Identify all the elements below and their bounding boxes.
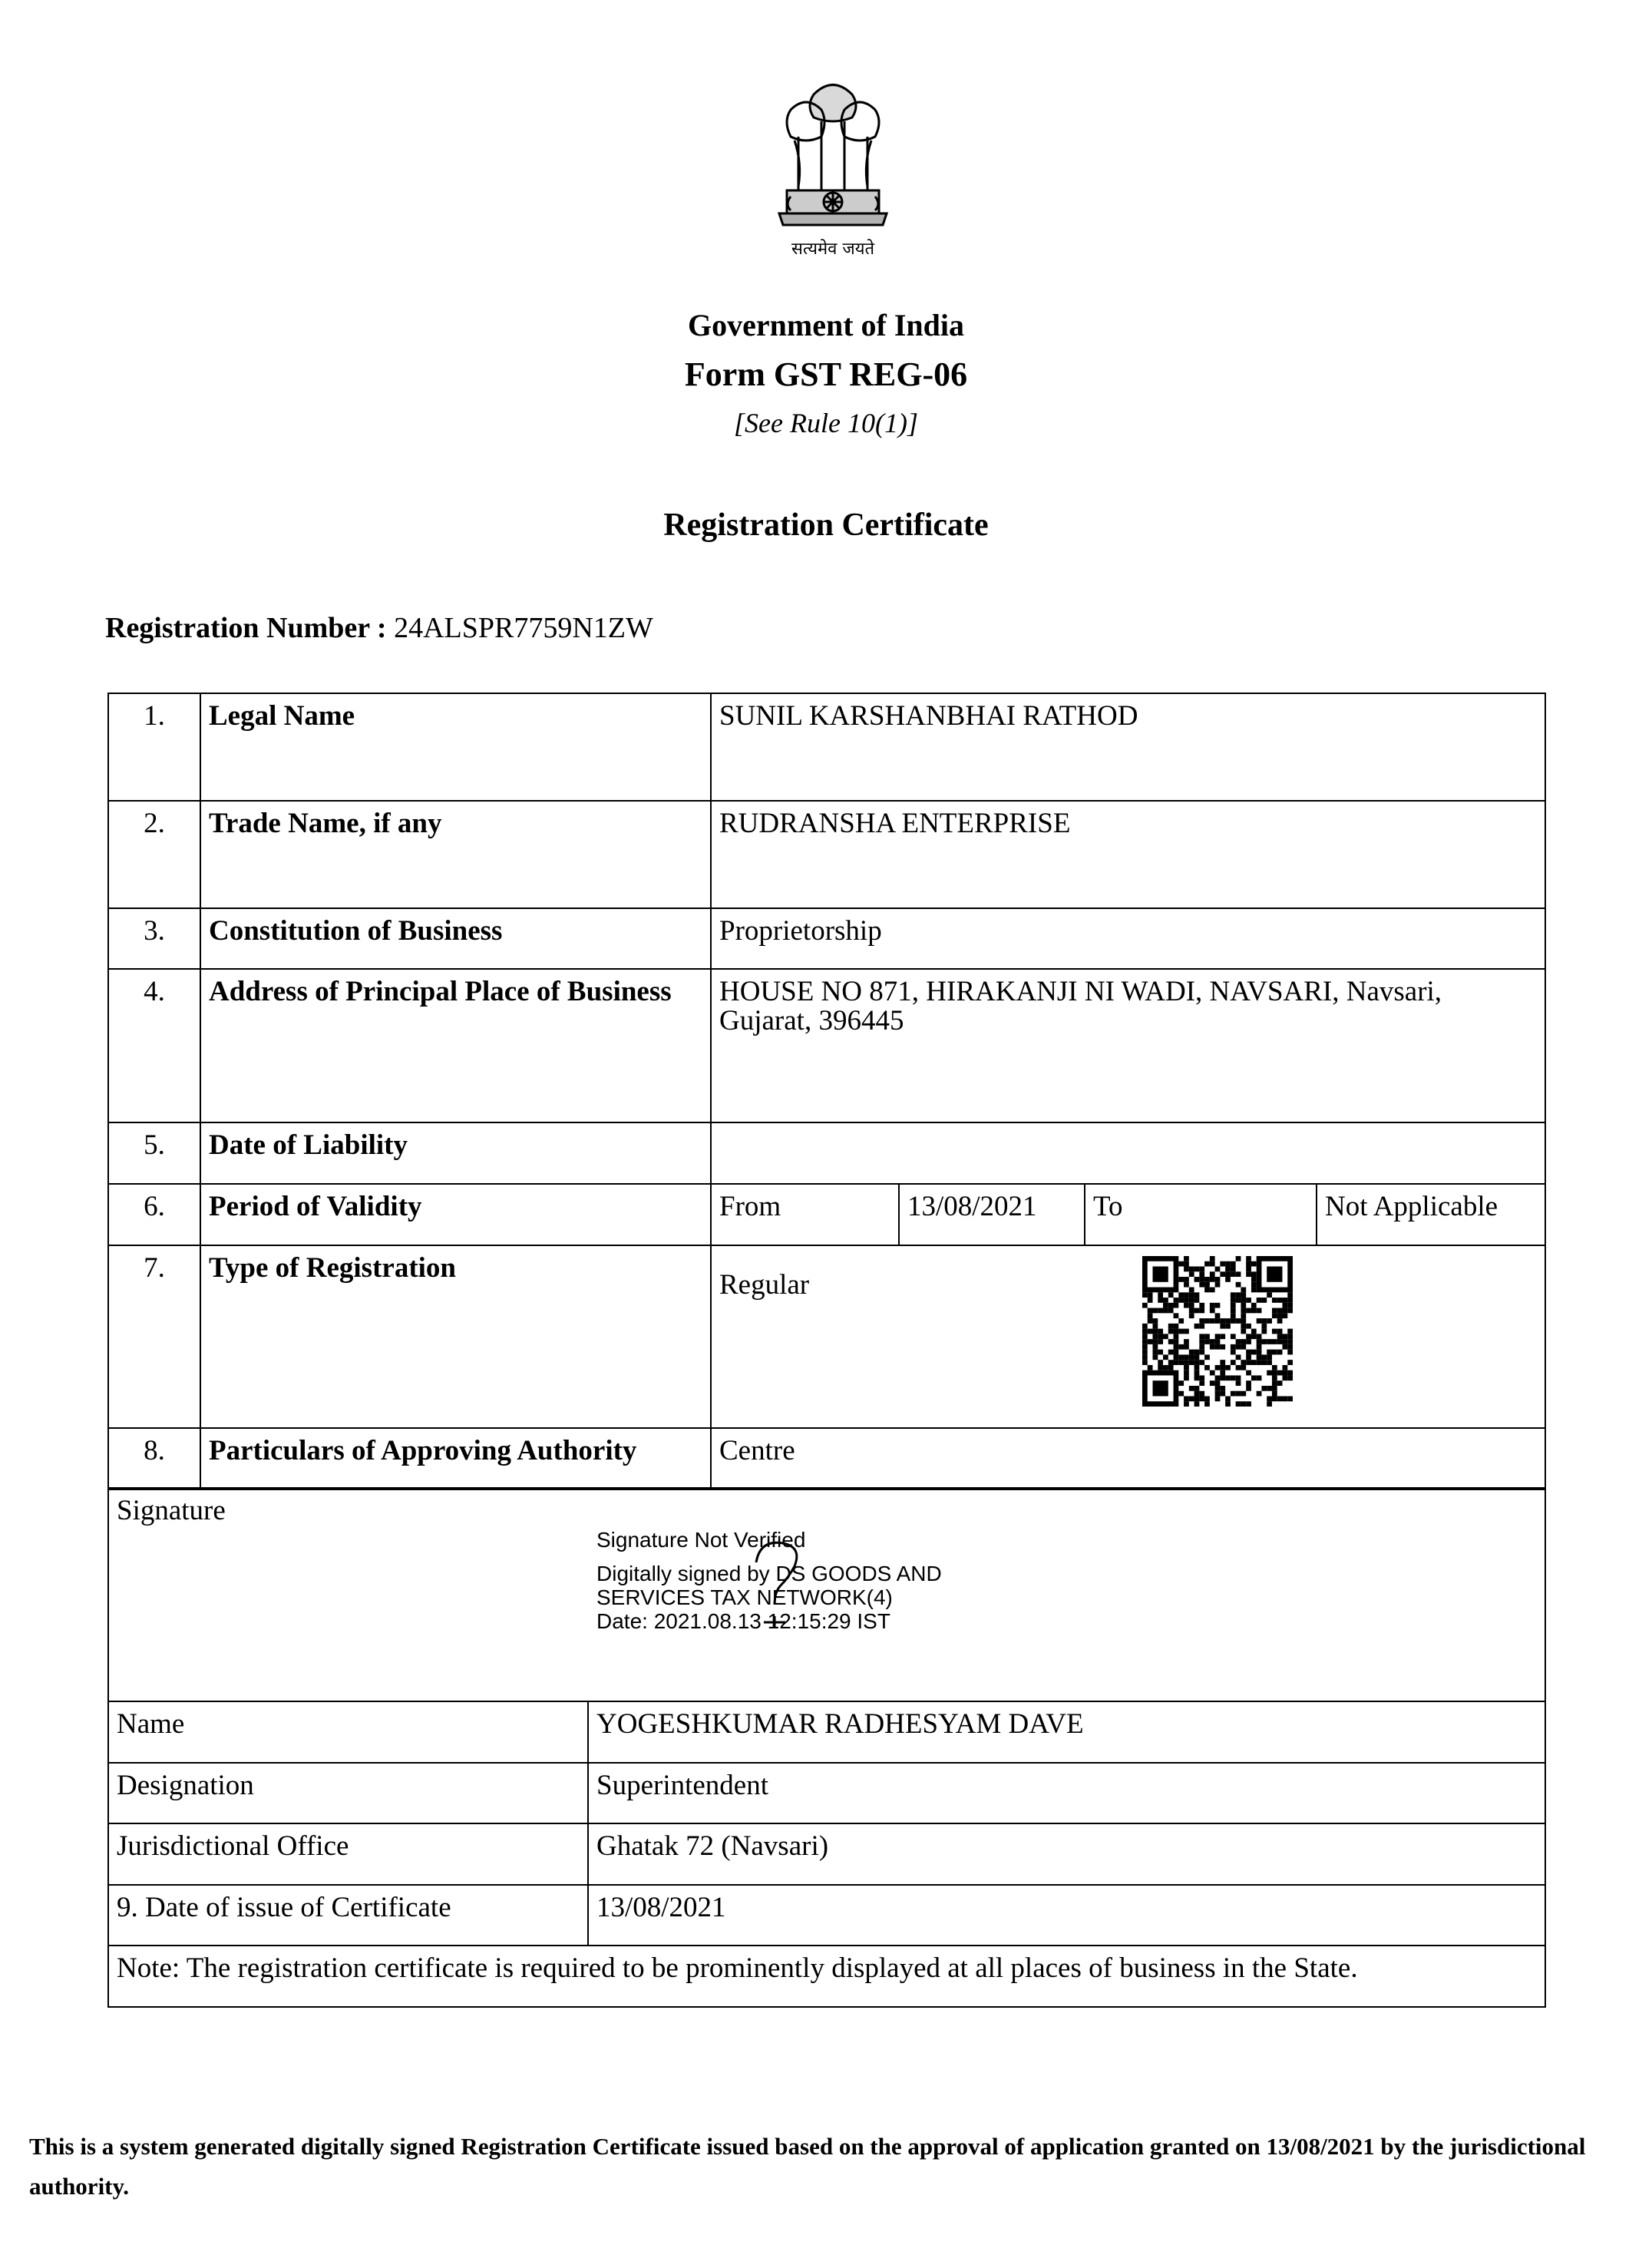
table-row (108, 693, 1545, 801)
rule-reference: [See Rule 10(1)] (734, 408, 918, 438)
officer-name-value: YOGESHKUMAR RADHESYAM DAVE (588, 1701, 1545, 1763)
signature-label: Signature (108, 1488, 1545, 1701)
row-number: 7. (108, 1245, 200, 1428)
registration-number-value: 24ALSPR7759N1ZW (394, 612, 653, 644)
signature-status: Signature Not Verified (596, 1528, 806, 1552)
table-row (108, 1184, 1545, 1245)
designation-label: Designation (108, 1763, 588, 1823)
row-number: 8. (108, 1428, 200, 1489)
row-number: 1. (108, 693, 200, 801)
table-row (108, 1763, 1545, 1823)
liability-label: Date of Liability (200, 1122, 711, 1184)
table-row (108, 1885, 1545, 1946)
type-value: Regular (711, 1245, 1545, 1428)
table-row (108, 908, 1545, 969)
address-value: HOUSE NO 871, HIRAKANJI NI WADI, NAVSARI, Navsari, Gujarat, 396445 (711, 969, 1545, 1122)
national-emblem-icon (768, 75, 898, 260)
officer-name-label: Name (108, 1701, 588, 1763)
legal-name-value: SUNIL KARSHANBHAI RATHOD (711, 693, 1545, 801)
address-label: Address of Principal Place of Business (200, 969, 711, 1122)
emblem-motto: सत्यमेव जयते (791, 240, 875, 259)
jurisdictional-office-label: Jurisdictional Office (108, 1823, 588, 1885)
row-number: 4. (108, 969, 200, 1122)
trade-name-value: RUDRANSHA ENTERPRISE (711, 801, 1545, 908)
type-label: Type of Registration (200, 1245, 711, 1428)
row-number: 2. (108, 801, 200, 908)
constitution-label: Constitution of Business (200, 908, 711, 969)
legal-name-label: Legal Name (200, 693, 711, 801)
validity-to-label: To (1085, 1184, 1317, 1245)
authority-label: Particulars of Approving Authority (200, 1428, 711, 1489)
footer-statement: This is a system generated digitally signed Registration Certificate issued based on the approval of application granted on 13/08/2021 by the jurisdictional authority. (29, 2133, 1586, 2200)
table-row (108, 1946, 1545, 2007)
table-row (108, 1245, 1545, 1428)
designation-value: Superintendent (588, 1763, 1545, 1823)
table-row (108, 1701, 1545, 1763)
note: Note: The registration certificate is required to be prominently displayed at all places of business in the State. (108, 1946, 1545, 2007)
authority-value: Centre (711, 1428, 1545, 1489)
issue-date-label: 9. Date of issue of Certificate (108, 1885, 588, 1946)
table-row (108, 969, 1545, 1122)
validity-label: Period of Validity (200, 1184, 711, 1245)
registration-number (105, 611, 653, 645)
liability-value (711, 1122, 1545, 1184)
registration-details-table (107, 693, 1546, 1490)
table-row (108, 1428, 1545, 1489)
table-row (108, 1823, 1545, 1885)
registration-number-label: Registration Number : (105, 612, 387, 644)
row-number: 6. (108, 1184, 200, 1245)
signed-by-line-2: SERVICES TAX NETWORK(4) (596, 1585, 893, 1609)
validity-from-label: From (711, 1184, 899, 1245)
constitution-value: Proprietorship (711, 908, 1545, 969)
qr-code-icon (1142, 1256, 1293, 1407)
digital-signature-block (596, 1528, 942, 1633)
certificate-title: Registration Certificate (663, 507, 989, 543)
validity-from-value: 13/08/2021 (899, 1184, 1085, 1245)
signed-by-line-1: Digitally signed by DS GOODS AND (596, 1562, 942, 1585)
jurisdictional-office-value: Ghatak 72 (Navsari) (588, 1823, 1545, 1885)
table-row (108, 1122, 1545, 1184)
table-row (108, 801, 1545, 908)
row-number: 5. (108, 1122, 200, 1184)
government-title: Government of India (688, 308, 964, 342)
issue-date-value: 13/08/2021 (588, 1885, 1545, 1946)
signature-date: Date: 2021.08.13 12:15:29 IST (596, 1609, 890, 1633)
row-number: 3. (108, 908, 200, 969)
trade-name-label: Trade Name, if any (200, 801, 711, 908)
validity-to-value: Not Applicable (1317, 1184, 1545, 1245)
form-title: Form GST REG-06 (684, 355, 968, 393)
